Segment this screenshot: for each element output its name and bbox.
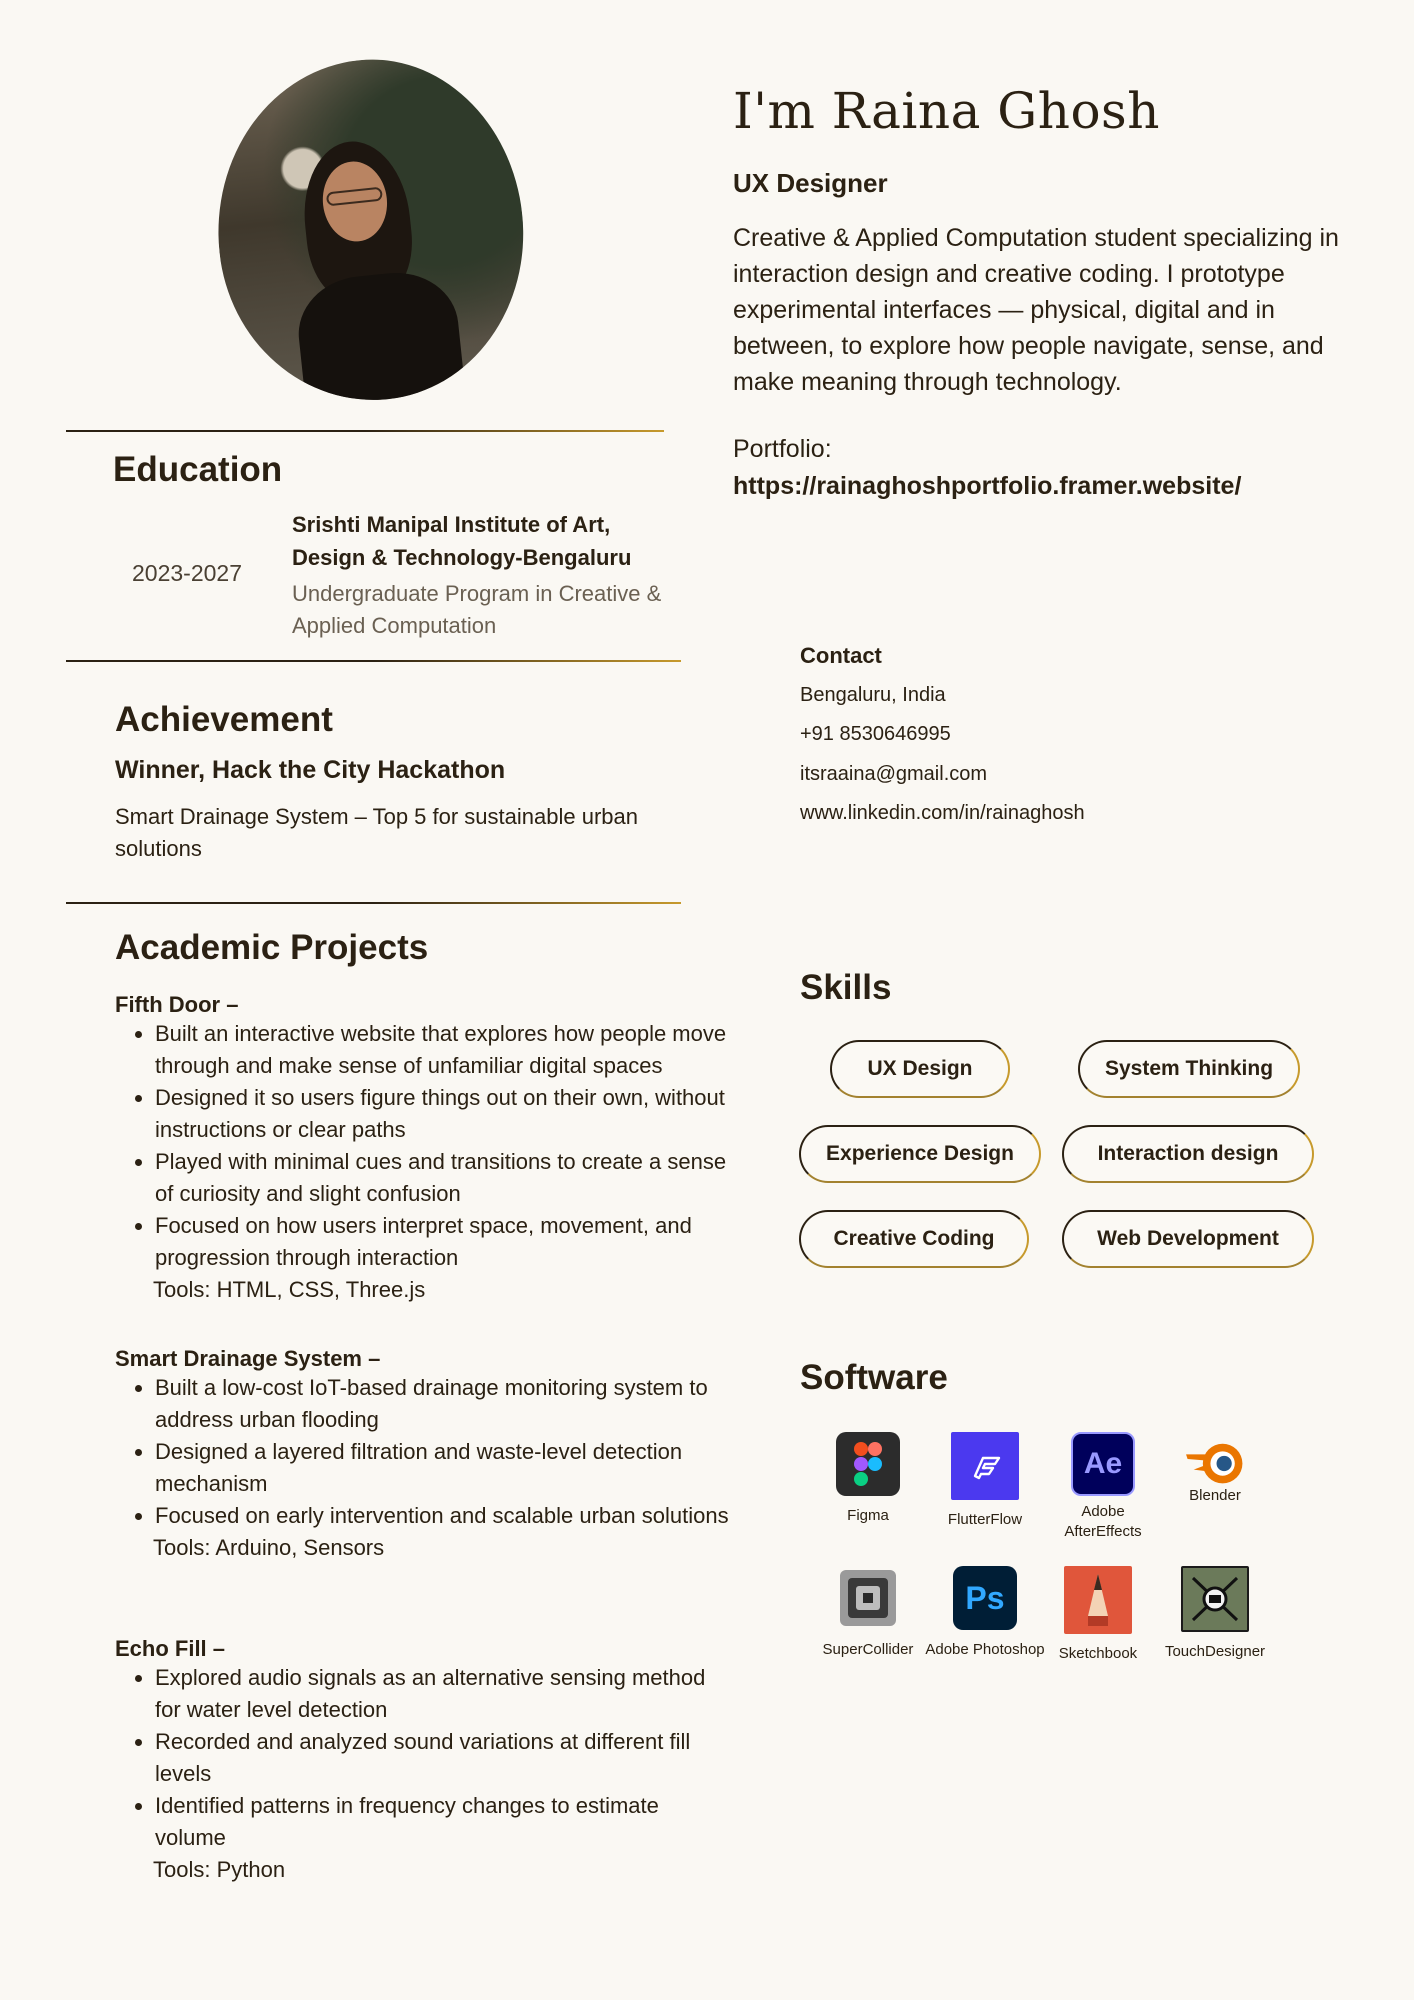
sketchbook-icon: [1064, 1566, 1132, 1634]
software-item-blender: [1155, 1430, 1275, 1506]
project-smart-drainage: [115, 1346, 735, 1564]
contact-linkedin[interactable]: www.linkedin.com/in/rainaghosh: [800, 802, 1085, 824]
software-label: Sketchbook: [1058, 1645, 1138, 1662]
achievement-heading: Achievement: [115, 700, 333, 739]
achievement-description: Smart Drainage System – Top 5 for sustainable urban solutions: [115, 804, 638, 861]
list-item: • Played with minimal cues and transitions to create a sense of curiosity and slight confusion: [155, 1146, 735, 1210]
education-school: Srishti Manipal Institute of Art, Design & Technology-Bengaluru: [292, 512, 632, 570]
projects-heading: Academic Projects: [115, 928, 429, 967]
divider: [66, 660, 681, 662]
blender-icon: [1183, 1430, 1247, 1494]
skill-pill: Creative Coding: [799, 1210, 1029, 1268]
profile-photo: [201, 45, 540, 415]
list-item: • Recorded and analyzed sound variations at different fill levels: [155, 1726, 735, 1790]
software-heading: Software: [800, 1358, 948, 1397]
software-label: FlutterFlow: [947, 1511, 1023, 1528]
after-effects-icon: Ae: [1071, 1432, 1135, 1496]
list-item: • Focused on how users interpret space, movement, and progression through interaction: [155, 1210, 735, 1274]
software-label: Adobe AfterEffects: [1064, 1503, 1142, 1540]
project-bullets: [115, 1018, 735, 1274]
software-item-figma: [808, 1432, 928, 1526]
contact-heading: Contact: [800, 643, 882, 668]
contact-location: Bengaluru, India: [800, 684, 946, 706]
name-heading: I'm Raina Ghosh: [733, 82, 1160, 140]
software-label: Adobe Photoshop: [925, 1641, 1045, 1658]
skill-pill: Interaction design: [1062, 1125, 1314, 1183]
skill-pill: System Thinking: [1078, 1040, 1300, 1098]
photoshop-icon: Ps: [953, 1566, 1017, 1630]
contact-phone[interactable]: +91 8530646995: [800, 723, 951, 745]
project-bullets: [115, 1372, 735, 1532]
software-item-flutterflow: [925, 1432, 1045, 1530]
software-label: Blender: [1189, 1487, 1241, 1504]
software-item-sketchbook: [1038, 1566, 1158, 1664]
list-item: • Explored audio signals as an alternative sensing method for water level detection: [155, 1662, 735, 1726]
project-fifth-door: [115, 992, 735, 1306]
education-program: Undergraduate Program in Creative & Applied Computation: [292, 581, 662, 638]
list-item: • Focused on early intervention and scalable urban solutions: [155, 1500, 735, 1532]
software-item-photoshop: [925, 1566, 1045, 1660]
skill-pill: UX Design: [830, 1040, 1010, 1098]
education-heading: Education: [113, 450, 283, 489]
list-item: • Built an interactive website that explores how people move through and make sense of unfamiliar digital spaces: [155, 1018, 735, 1082]
project-title: Echo Fill –: [115, 1636, 226, 1661]
software-item-after-effects: [1043, 1432, 1163, 1542]
software-item-touchdesigner: [1155, 1566, 1275, 1662]
project-tools: Tools: Python: [153, 1857, 286, 1882]
portfolio-label: Portfolio:: [733, 435, 832, 463]
project-title: Smart Drainage System –: [115, 1346, 381, 1371]
divider: [66, 430, 664, 432]
software-label: SuperCollider: [822, 1641, 914, 1658]
project-bullets: [115, 1662, 735, 1854]
education-years: 2023-2027: [132, 560, 242, 586]
project-echo-fill: [115, 1636, 735, 1886]
flutterflow-icon: [951, 1432, 1019, 1500]
list-item: • Designed it so users figure things out on their own, without instructions or clear paths: [155, 1082, 735, 1146]
software-label: Figma: [847, 1507, 889, 1524]
project-title: Fifth Door –: [115, 992, 239, 1017]
touchdesigner-icon: [1181, 1566, 1249, 1632]
list-item: • Designed a layered filtration and waste-level detection mechanism: [155, 1436, 735, 1500]
software-label: TouchDesigner: [1164, 1643, 1266, 1660]
project-tools: Tools: Arduino, Sensors: [153, 1535, 385, 1560]
skill-pill: Experience Design: [799, 1125, 1041, 1183]
project-tools: Tools: HTML, CSS, Three.js: [153, 1277, 426, 1302]
job-role: UX Designer: [733, 168, 888, 198]
skill-pill: Web Development: [1062, 1210, 1314, 1268]
list-item: • Identified patterns in frequency changes to estimate volume: [155, 1790, 735, 1854]
software-item-supercollider: [808, 1566, 928, 1660]
figma-icon: [836, 1432, 900, 1496]
achievement-title: Winner, Hack the City Hackathon: [115, 756, 506, 784]
portfolio-link[interactable]: https://rainaghoshportfolio.framer.website/: [733, 472, 1242, 500]
list-item: • Built a low-cost IoT-based drainage monitoring system to address urban flooding: [155, 1372, 735, 1436]
skills-heading: Skills: [800, 968, 892, 1007]
supercollider-icon: [836, 1566, 900, 1630]
contact-email[interactable]: itsraaina@gmail.com: [800, 763, 988, 785]
bio-text: Creative & Applied Computation student specializing in interaction design and creative coding. I prototype experimental interfaces — physical, digital and in between, to explore how people navigate, sense, and make meaning through technology.: [733, 224, 1339, 396]
divider: [66, 902, 681, 904]
